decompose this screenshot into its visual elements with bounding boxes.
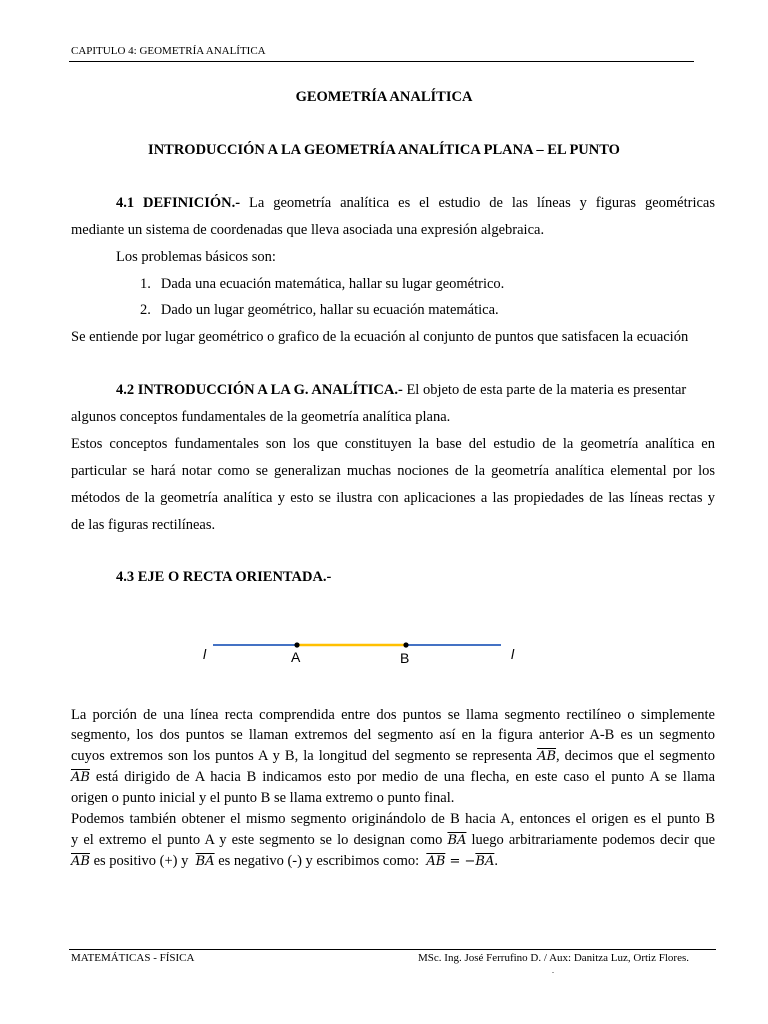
list-item: 2. Dado un lugar geométrico, hallar su ecuación matemática.	[140, 302, 499, 318]
direction-paragraph-line-3: $\overline{AB}$ es positivo (+) y $\overline{BA}$ es negativo (-) y escribimos como: $\overline{AB} = -\overline{BA}$.	[71, 853, 498, 869]
footer-rule	[69, 949, 716, 950]
section-4-1-heading: 4.1 DEFINICIÓN.-	[116, 195, 241, 211]
point-b-label: B	[400, 650, 410, 666]
section-4-2-line-2: algunos conceptos fundamentales de la geometría analítica plana.	[71, 409, 451, 425]
section-4-2-line-4: particular se hará notar como se generalizan muchas nociones de la geometría analítica elemental por los	[71, 463, 715, 479]
page-header: CAPITULO 4: GEOMETRÍA ANALÍTICA	[71, 45, 266, 57]
segment-paragraph-line-4: $\overline{AB}$ está dirigido de A hacia B indicamos esto por medio de una flecha, en este caso el punto A se llama	[71, 769, 716, 785]
point-b-marker	[403, 642, 408, 647]
footer-authors: MSc. Ing. José Ferrufino D. / Aux: Danitza Luz, Ortiz Flores.	[418, 952, 689, 964]
section-4-2-line-5: métodos de la geometría analítica y esto se ilustra con aplicaciones a las propiedades de las líneas rectas y	[71, 490, 715, 506]
equation-ba: $\overline{BA}$	[475, 854, 495, 869]
direction-paragraph-line-1: Podemos también obtener el mismo segmento originándolo de B hacia A, entonces el origen es el punto B	[71, 811, 715, 827]
section-4-1-closing: Se entiende por lugar geométrico o grafico de la ecuación al conjunto de puntos que satisfacen la ecuación	[71, 329, 689, 345]
section-4-1-line-2: mediante un sistema de coordenadas que lleva asociada una expresión algebraica.	[71, 222, 545, 238]
axis-label-left: l	[203, 646, 207, 662]
segment-paragraph-line-1: La porción de una línea recta comprendida entre dos puntos se llama segmento rectilíneo o simplemente	[71, 707, 715, 723]
list-item: 1. Dada una ecuación matemática, hallar su lugar geométrico.	[140, 276, 505, 292]
section-4-2-line-6: de las figuras rectilíneas.	[71, 517, 216, 533]
oriented-axis-figure	[190, 632, 530, 668]
section-4-3-heading: 4.3 EJE O RECTA ORIENTADA.-	[116, 569, 332, 585]
axis-label-right: l	[511, 646, 515, 662]
section-4-2-heading: 4.2 INTRODUCCIÓN A LA G. ANALÍTICA.-	[116, 382, 403, 398]
segment-paragraph-line-2: segmento, los dos puntos se llaman extremos del segmento así en la figura anterior A-B es un segmento	[71, 727, 715, 743]
page-subtitle: INTRODUCCIÓN A LA GEOMETRÍA ANALÍTICA PLANA – EL PUNTO	[148, 142, 620, 158]
segment-paragraph-line-3: cuyos extremos son los puntos A y B, la longitud del segmento se representa $\overline{AB}$, decimos que el segmento	[71, 748, 716, 764]
problems-intro: Los problemas básicos son:	[116, 249, 276, 265]
section-4-2-line-1: 4.2 INTRODUCCIÓN A LA G. ANALÍTICA.- El objeto de esta parte de la materia es presentar	[116, 382, 687, 398]
point-a-marker	[294, 642, 299, 647]
footer-dot: .	[552, 966, 554, 975]
segment-paragraph-line-5: origen o punto inicial y el punto B se llama extremo o punto final.	[71, 790, 455, 806]
equation-ab: $\overline{AB}$	[426, 854, 446, 869]
direction-paragraph-line-2: y el extremo el punto A y este segmento se lo designan como $\overline{BA}$ luego arbitrariamente podemos decir que	[71, 832, 716, 848]
section-4-2-line-3: Estos conceptos fundamentales son los que constituyen la base del estudio de la geometría analítica en	[71, 436, 715, 452]
footer-subject: MATEMÁTICAS - FÍSICA	[71, 952, 195, 964]
page-title: GEOMETRÍA ANALÍTICA	[295, 89, 473, 105]
section-4-1-line-1: 4.1 DEFINICIÓN.- La geometría analítica es el estudio de las líneas y figuras geométricas	[116, 195, 716, 211]
header-rule	[69, 61, 694, 62]
point-a-label: A	[291, 649, 301, 665]
